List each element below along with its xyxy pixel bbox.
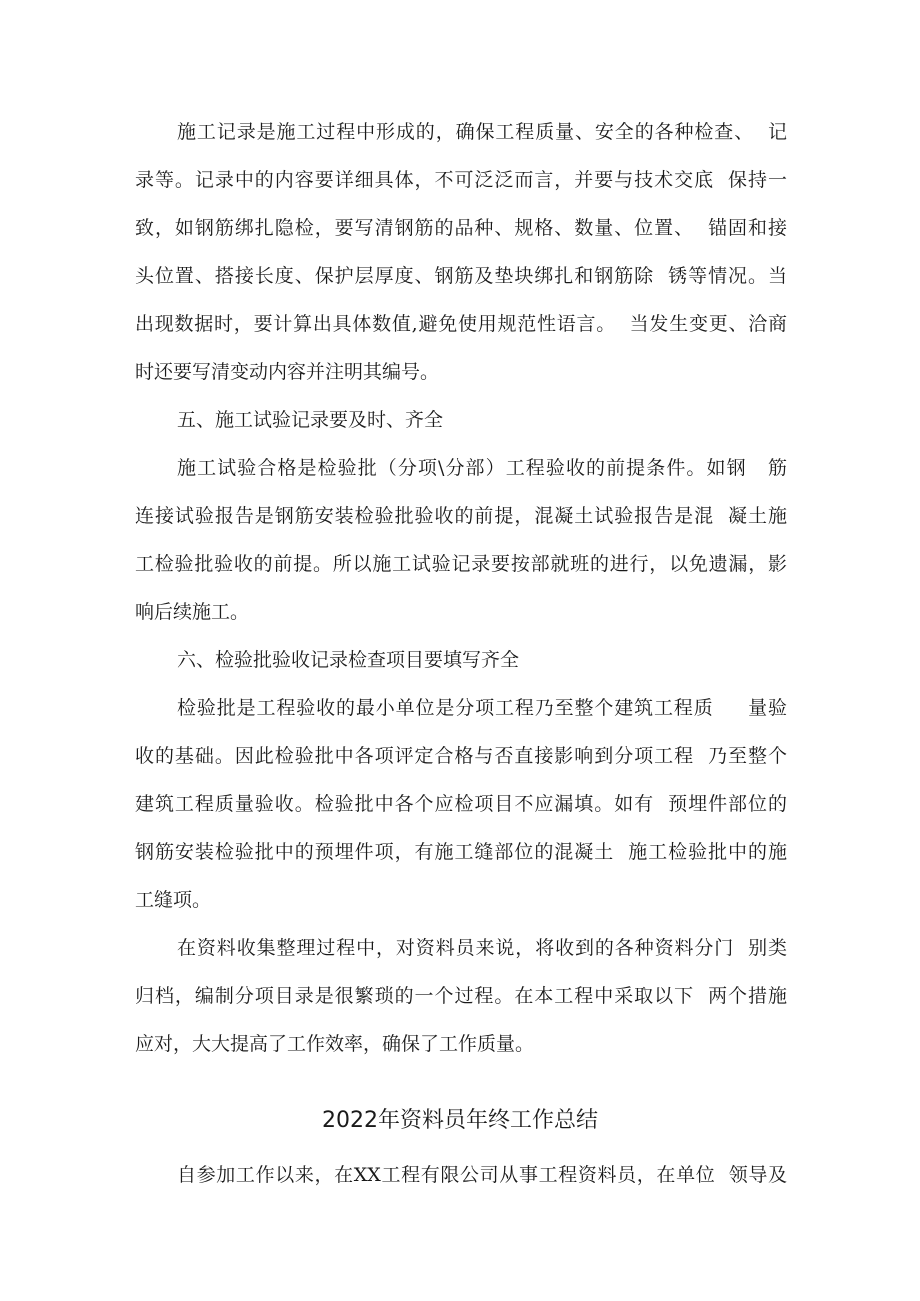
paragraph-line: 建筑工程质量验收。检验批中各个应检项目不应漏填。如有 预埋件部位的 — [135, 793, 787, 815]
section-heading: 五、施工试验记录要及时、齐全 — [177, 409, 444, 431]
paragraph-line: 在资料收集整理过程中，对资料员来说，将收到的各种资料分门 别类 — [177, 937, 787, 959]
paragraph-line: 致，如钢筋绑扎隐检，要写清钢筋的品种、规格、数量、位置、 锚固和接 — [135, 217, 787, 239]
paragraph-line: 归档，编制分项目录是很繁琐的一个过程。在本工程中采取以下 两个措施 — [135, 985, 787, 1007]
paragraph-line: 应对，大大提高了工作效率，确保了工作质量。 — [135, 1033, 535, 1055]
document-title: 2022年资料员年终工作总结 — [322, 1108, 598, 1133]
paragraph-line: 检验批是工程验收的最小单位是分项工程乃至整个建筑工程质 量验 — [177, 697, 787, 719]
paragraph-line: 录等。记录中的内容要详细具体，不可泛泛而言，并要与技术交底 保持一 — [135, 169, 787, 191]
paragraph-line: 出现数据时，要计算出具体数值,避免使用规范性语言。 当发生变更、洽商 — [135, 313, 787, 335]
paragraph-line: 施工试验合格是检验批（分项\分部）工程验收的前提条件。如钢 筋 — [177, 457, 787, 479]
paragraph-line: 工检验批验收的前提。所以施工试验记录要按部就班的进行，以免遗漏，影 — [135, 553, 787, 575]
paragraph-line: 工缝项。 — [135, 889, 212, 911]
paragraph-line: 收的基础。因此检验批中各项评定合格与否直接影响到分项工程 乃至整个 — [135, 745, 787, 767]
paragraph-line: 连接试验报告是钢筋安装检验批验收的前提，混凝土试验报告是混 凝土施 — [135, 505, 787, 527]
paragraph-line: 时还要写清变动内容并注明其编号。 — [135, 361, 440, 383]
paragraph-line: 响后续施工。 — [135, 601, 250, 623]
paragraph-line: 施工记录是施工过程中形成的，确保工程质量、安全的各种检查、 记 — [177, 121, 787, 143]
paragraph-line: 钢筋安装检验批中的预埋件项，有施工缝部位的混凝土 施工检验批中的施 — [135, 841, 787, 863]
section-heading: 六、检验批验收记录检查项目要填写齐全 — [177, 649, 520, 671]
paragraph-line: 头位置、搭接长度、保护层厚度、钢筋及垫块绑扎和钢筋除 锈等情况。当 — [135, 265, 787, 287]
paragraph-line: 自参加工作以来，在XX工程有限公司从事工程资料员，在单位 领导及 — [177, 1164, 787, 1186]
